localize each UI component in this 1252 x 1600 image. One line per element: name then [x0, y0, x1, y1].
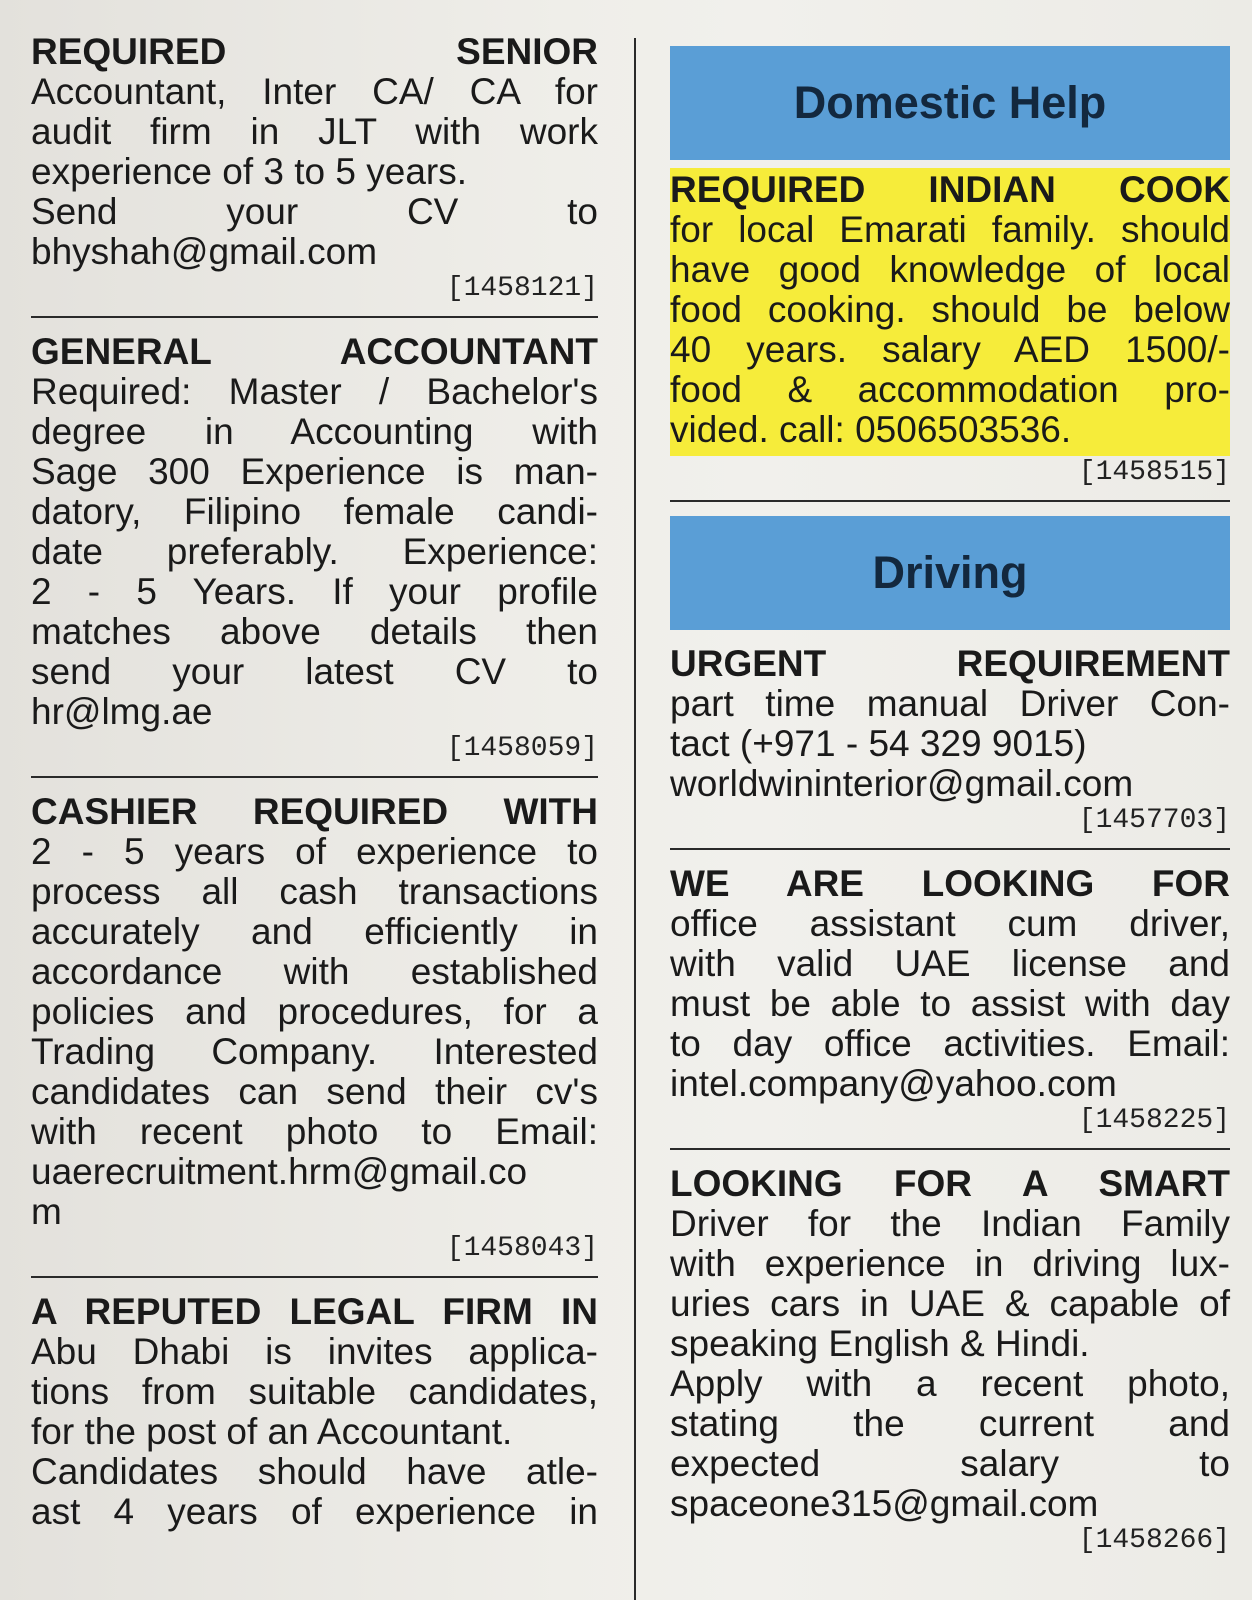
- ad-line: Apply with a recent photo,: [670, 1363, 1230, 1404]
- ad-reference: [1458225]: [1078, 1105, 1230, 1136]
- ad-line: food cooking. should be below: [670, 289, 1230, 330]
- ad-line: degree in Accounting with: [31, 411, 598, 452]
- ad-line: send your latest CV to: [31, 651, 598, 692]
- classified-ad: [670, 644, 1230, 838]
- ad-headline: REQUIRED INDIAN COOK: [670, 169, 1230, 210]
- ad-line: with valid UAE license and: [670, 943, 1230, 984]
- ad-line: date preferably. Experience:: [31, 531, 598, 572]
- ad-line: to day office activities. Email:: [670, 1023, 1230, 1064]
- ad-email: intel.company@yahoo.com: [670, 1063, 1117, 1104]
- ad-line: with recent photo to Email:: [31, 1111, 598, 1152]
- ad-line: m: [31, 1191, 62, 1232]
- ad-line: Send your CV to: [31, 191, 598, 232]
- ad-line: process all cash transactions: [31, 871, 598, 912]
- ad-headline: LOOKING FOR A SMART: [670, 1163, 1230, 1204]
- ad-line: expected salary to: [670, 1443, 1230, 1484]
- ad-email: worldwininterior@gmail.com: [670, 763, 1134, 804]
- ad-email: hr@lmg.ae: [31, 691, 213, 732]
- right-column: [670, 46, 1230, 1558]
- ad-line: accurately and efficiently in: [31, 911, 598, 952]
- ad-line: office assistant cum driver,: [670, 903, 1230, 944]
- ad-headline: WE ARE LOOKING FOR: [670, 863, 1230, 904]
- ad-divider: [670, 848, 1230, 850]
- ad-line: Candidates should have atle-: [31, 1451, 598, 1492]
- ad-line: policies and procedures, for a: [31, 991, 598, 1032]
- section-banner-domestic-help: Domestic Help: [670, 46, 1230, 160]
- ad-email: uaerecruitment.hrm@gmail.co: [31, 1151, 528, 1192]
- ad-line: experience of 3 to 5 years.: [31, 151, 468, 192]
- ad-divider: [31, 1276, 598, 1278]
- ad-line: 40 years. salary AED 1500/-: [670, 329, 1230, 370]
- ad-line: for local Emarati family. should: [670, 209, 1230, 250]
- ad-headline: REQUIRED SENIOR: [31, 31, 598, 72]
- ad-divider: [670, 1148, 1230, 1150]
- ad-headline: URGENT REQUIREMENT: [670, 643, 1230, 684]
- ad-email: spaceone315@gmail.com: [670, 1483, 1099, 1524]
- classified-ad: [31, 1292, 598, 1532]
- ad-line: for the post of an Accountant.: [31, 1411, 513, 1452]
- ad-line: audit firm in JLT with work: [31, 111, 598, 152]
- ad-line: speaking English & Hindi.: [670, 1323, 1090, 1364]
- ad-line: candidates can send their cv's: [31, 1071, 598, 1112]
- ad-line: food & accommodation pro-: [670, 369, 1230, 410]
- ad-reference: [1458043]: [446, 1233, 598, 1264]
- classified-ad-highlighted: [670, 168, 1230, 456]
- ad-divider: [31, 316, 598, 318]
- ad-reference: [1458266]: [1078, 1525, 1230, 1556]
- ad-line: accordance with established: [31, 951, 598, 992]
- ad-line: have good knowledge of local: [670, 249, 1230, 290]
- ad-reference: [1458121]: [446, 273, 598, 304]
- left-column: [31, 32, 598, 1532]
- column-divider: [634, 38, 636, 1600]
- ad-line: Trading Company. Interested: [31, 1031, 598, 1072]
- ad-phone: vided. call: 0506503536.: [670, 409, 1072, 450]
- ad-line: matches above details then: [31, 611, 598, 652]
- ad-headline: A REPUTED LEGAL FIRM IN: [31, 1291, 598, 1332]
- ad-line: Abu Dhabi is invites applica-: [31, 1331, 598, 1372]
- ad-line: must be able to assist with day: [670, 983, 1230, 1024]
- classified-ad: [670, 1164, 1230, 1558]
- ad-line: ast 4 years of experience in: [31, 1491, 598, 1532]
- ad-line: datory, Filipino female candi-: [31, 491, 598, 532]
- ad-line: stating the current and: [670, 1403, 1230, 1444]
- ad-divider: [31, 776, 598, 778]
- classified-ad: [31, 792, 598, 1266]
- ad-line: with experience in driving lux-: [670, 1243, 1230, 1284]
- section-banner-driving: Driving: [670, 516, 1230, 630]
- ad-line: Accountant, Inter CA/ CA for: [31, 71, 598, 112]
- ad-headline: CASHIER REQUIRED WITH: [31, 791, 598, 832]
- ad-line: uries cars in UAE & capable of: [670, 1283, 1230, 1324]
- ad-divider: [670, 500, 1230, 502]
- ad-line: part time manual Driver Con-: [670, 683, 1230, 724]
- ad-phone: tact (+971 - 54 329 9015): [670, 723, 1087, 764]
- ad-line: Required: Master / Bachelor's: [31, 371, 598, 412]
- ad-reference: [1458515]: [1078, 457, 1230, 488]
- classified-ad: [670, 864, 1230, 1138]
- ad-reference: [1457703]: [1078, 805, 1230, 836]
- ad-line: Driver for the Indian Family: [670, 1203, 1230, 1244]
- classified-ad: [31, 32, 598, 306]
- ad-reference: [1458059]: [446, 733, 598, 764]
- ad-email: bhyshah@gmail.com: [31, 231, 378, 272]
- ad-line: Sage 300 Experience is man-: [31, 451, 598, 492]
- ad-line: 2 - 5 years of experience to: [31, 831, 598, 872]
- ad-line: tions from suitable candidates,: [31, 1371, 598, 1412]
- classified-ad: [31, 332, 598, 766]
- ad-headline: GENERAL ACCOUNTANT: [31, 331, 598, 372]
- ad-line: 2 - 5 Years. If your profile: [31, 571, 598, 612]
